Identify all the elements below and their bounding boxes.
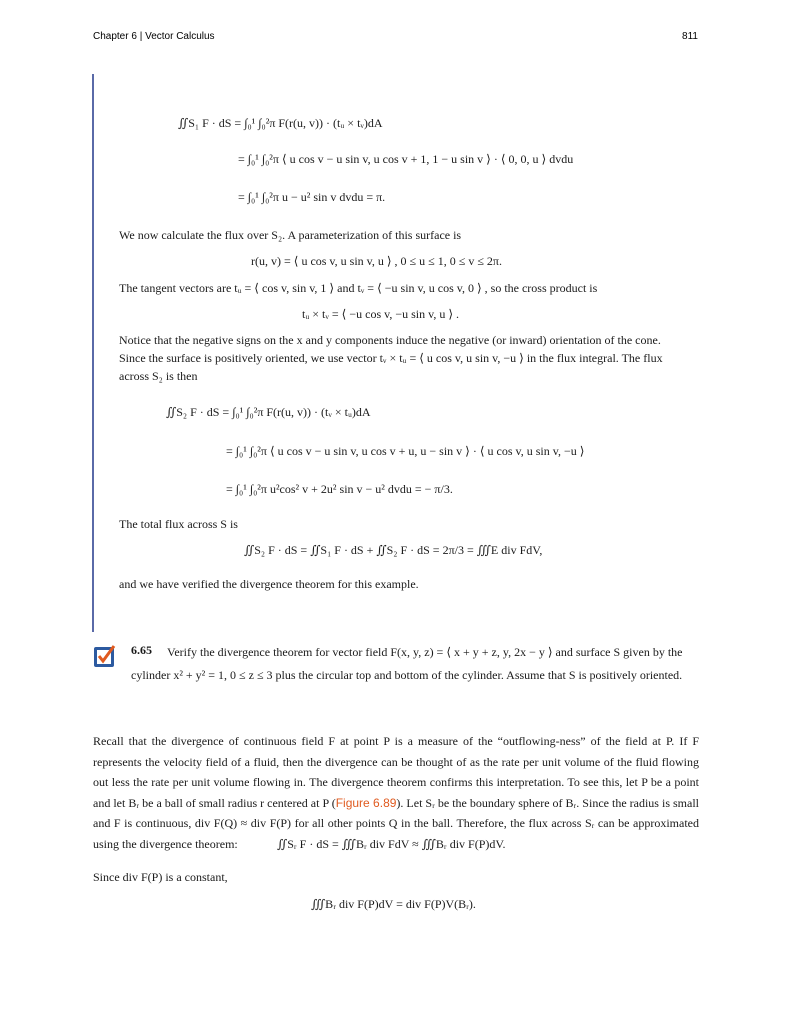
chapter-header: Chapter 6 | Vector Calculus [93, 31, 215, 42]
text-flux-s2-intro: We now calculate the flux over S₂. A parameterization of this surface is [119, 228, 462, 242]
exercise-number: 6.65 [131, 643, 152, 657]
equation-s2-line3: = ∫₀¹ ∫₀²π u²cos² v + 2u² sin v − u² dvdu = − π/3. [226, 482, 453, 496]
paragraph-part-b: ). Let Sᵣ be the boundary sphere of Bᵣ. Since the radius is small and F is continuous, div F(Q) ≈ div F(P) for all other points Q in the ball. Therefore, the flux across Sᵣ can be approximated using the divergence theorem: [93, 795, 700, 851]
equation-parameterization: r(u, v) = ⟨ u cos v, u sin v, u ⟩ , 0 ≤ u ≤ 1, 0 ≤ v ≤ 2π. [251, 254, 502, 268]
page-number: 811 [682, 31, 698, 42]
text-orientation: Notice that the negative signs on the x and y components induce the negative (or inward) orientation of the cone. Since the surface is positively oriented, we use vector tᵥ × tᵤ = ⟨ u cos v, u sin v, −u ⟩ in the flux integral. The flux across S₂ is then [119, 333, 663, 383]
text-constant: Since div F(P) is a constant, [93, 870, 228, 884]
equation-total-flux: ∬S₂ F · dS = ∬S₁ F · dS + ∬S₂ F · dS = 2π/3 = ∭E div FdV, [244, 543, 543, 557]
text-tangent-vectors: The tangent vectors are tᵤ = ⟨ cos v, sin v, 1 ⟩ and tᵥ = ⟨ −u sin v, u cos v, 0 ⟩ , so the cross product is [119, 281, 598, 295]
equation-ball-volume: ∭Bᵣ div F(P)dV = div F(P)V(Bᵣ). [311, 897, 476, 911]
equation-s2-line1: ∬S₂ F · dS = ∫₀¹ ∫₀²π F(r(u, v)) · (tᵥ × tᵤ)dA [166, 405, 371, 419]
equation-s1-line2: = ∫₀¹ ∫₀²π ⟨ u cos v − u sin v, u cos v + 1, 1 − u sin v ⟩ · ⟨ 0, 0, u ⟩ dvdu [238, 152, 574, 166]
checkpoint-icon [93, 644, 117, 668]
equation-cross-product: tᵤ × tᵥ = ⟨ −u cos v, −u sin v, u ⟩ . [302, 307, 460, 321]
equation-s2-line2: = ∫₀¹ ∫₀²π ⟨ u cos v − u sin v, u cos v + u, u − sin v ⟩ · ⟨ u cos v, u sin v, −u ⟩ [226, 444, 585, 458]
text-total-flux: The total flux across S is [119, 517, 238, 531]
paragraph-part-a: Recall that the divergence of continuous field F at point P is a measure of the “outflowing-ness” of the field at P. If F represents the velocity field of a fluid, then the divergence can be thought of as the rate per unit volume of the fluid flowing out less the rate per unit volume flowing in. The divergence theorem confirms this interpretation. To see this, let P be a point and let Bᵣ be a ball of small radius r centered at P ( [93, 734, 699, 810]
text-divergence-interpretation [93, 731, 699, 854]
figure-link[interactable]: Figure 6.89 [335, 795, 397, 810]
exercise-text: Verify the divergence theorem for vector field F(x, y, z) = ⟨ x + y + z, y, 2x − y ⟩ and surface S given by the cylinder x² + y² = 1, 0 ≤ z ≤ 3 plus the circular top and bottom of the cylinder. Assume that S is positively oriented. [131, 645, 683, 682]
equation-s1-line1: ∬S₁ F · dS = ∫₀¹ ∫₀²π F(r(u, v)) · (tᵤ × tᵥ)dA [178, 116, 383, 130]
equation-ball-approximation: ∬Sᵣ F · dS = ∭Bᵣ div FdV ≈ ∭Bᵣ div F(P)dV. [277, 837, 506, 851]
text-verified: and we have verified the divergence theorem for this example. [119, 577, 419, 591]
example-rule [92, 74, 94, 632]
equation-s1-line3: = ∫₀¹ ∫₀²π u − u² sin v dvdu = π. [238, 190, 386, 204]
